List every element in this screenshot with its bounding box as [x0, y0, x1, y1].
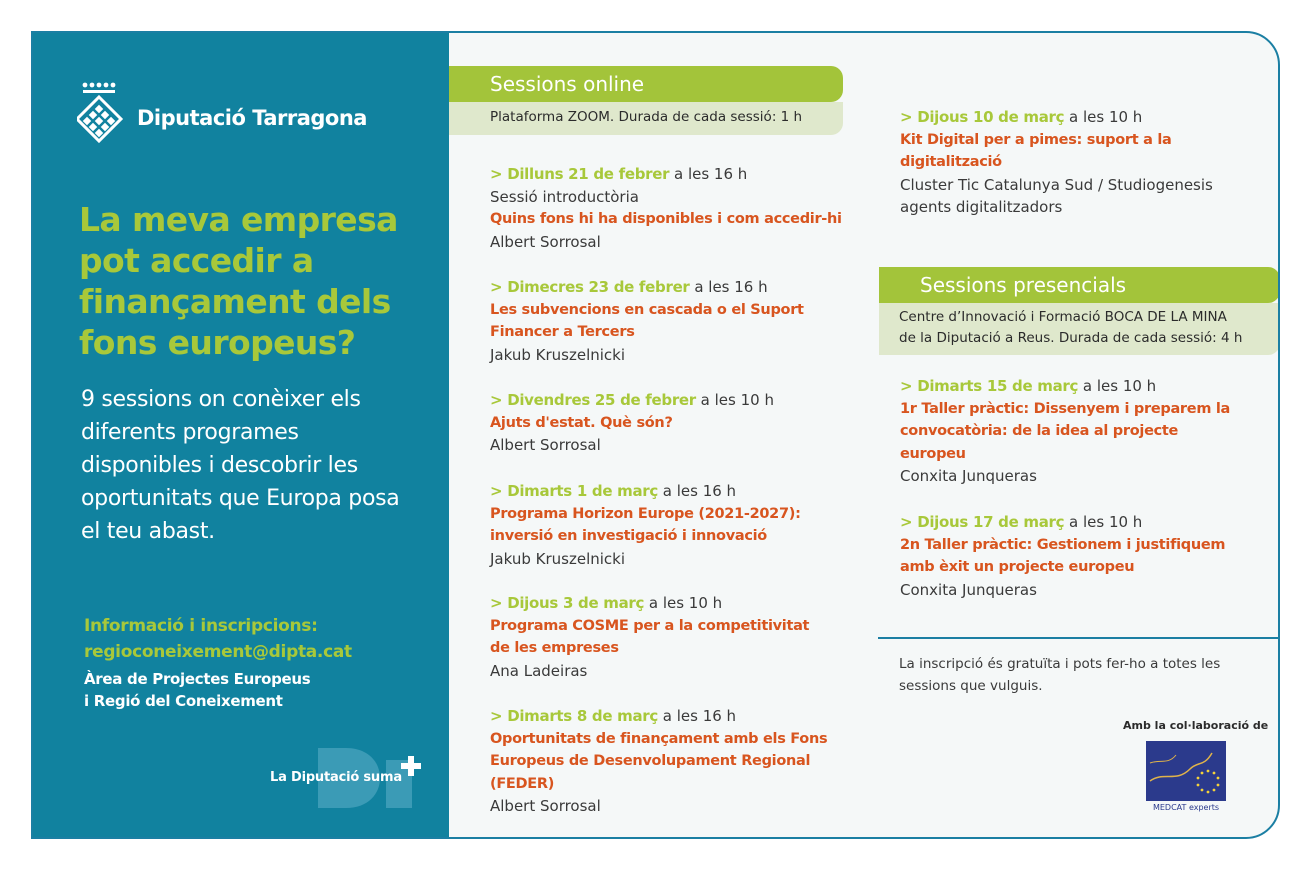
- session-time: a les 16 h: [658, 482, 737, 500]
- session-speaker: Cluster Tic Catalunya Sud / Studiogenesis: [900, 175, 1213, 194]
- session-title: Kit Digital per a pimes: suport a la: [900, 131, 1172, 148]
- diputacio-logo-icon: [77, 79, 131, 151]
- session-time: a les 10 h: [644, 594, 723, 612]
- registration-note: La inscripció és gratuïta i pots fer-ho a totes les sessions que vulguis.: [899, 656, 1221, 694]
- session-item: [490, 389, 860, 457]
- session-speaker: Jakub Kruszelnicki: [490, 549, 626, 568]
- session-time: a les 10 h: [1064, 108, 1143, 126]
- medcat-label: MEDCAT experts: [1152, 803, 1220, 812]
- session-title: convocatòria: de la idea al projecte: [900, 423, 1179, 439]
- session-item: [490, 163, 860, 253]
- session-title: digitalització: [900, 154, 1002, 170]
- online-subheading: Plataforma ZOOM. Durada de cada sessió: 1 h: [449, 102, 843, 135]
- session-time: a les 10 h: [695, 391, 774, 409]
- email-link[interactable]: regioconeixement@dipta.cat: [84, 642, 352, 662]
- session-speaker: Albert Sorrosal: [490, 232, 601, 251]
- session-item: [490, 705, 860, 818]
- department-line-2: i Regió del Coneixement: [84, 692, 283, 710]
- session-date: > Dilluns 21 de febrer: [490, 165, 670, 183]
- divider: [878, 637, 1280, 639]
- session-speaker: Conxita Junqueras: [900, 467, 1037, 485]
- session-title: 2n Taller pràctic: Gestionem i justifiquem: [900, 536, 1226, 553]
- session-time: a les 10 h: [1078, 377, 1157, 395]
- session-item: [490, 592, 860, 682]
- session-item: [900, 375, 1270, 488]
- session-date: > Dimarts 1 de març: [490, 482, 658, 500]
- online-heading: Sessions online: [449, 66, 843, 102]
- session-speaker: Conxita Junqueras: [900, 580, 1037, 599]
- brand-name: Diputació Tarragona: [137, 106, 367, 130]
- session-time: a les 16 h: [669, 165, 748, 183]
- info-block: [84, 613, 352, 665]
- poster-frame: [31, 31, 1280, 839]
- session-date: > Dijous 17 de març: [900, 513, 1065, 531]
- medcat-logo: [1146, 741, 1226, 801]
- session-speaker: Ana Ladeiras: [490, 661, 588, 680]
- session-speaker: agents digitalitzadors: [900, 198, 1063, 216]
- session-speaker: Albert Sorrosal: [490, 797, 601, 815]
- session-time: a les 16 h: [689, 278, 768, 296]
- collaboration-label: Amb la col·laboració de: [1123, 719, 1269, 732]
- session-title: 1r Taller pràctic: Dissenyem i preparem la: [900, 400, 1231, 417]
- session-title: Ajuts d'estat. Què són?: [490, 414, 673, 431]
- session-title: Europeus de Desenvolupament Regional: [490, 753, 811, 769]
- session-title: Oportunitats de finançament amb els Fons: [490, 730, 828, 747]
- session-date: > Dimarts 8 de març: [490, 707, 658, 725]
- department: [84, 668, 310, 712]
- presencial-subheading-line-2: de la Diputació a Reus. Durada de cada sessió: 4 h: [899, 330, 1243, 346]
- session-date: > Dijous 3 de març: [490, 594, 645, 612]
- session-title: europeu: [900, 445, 966, 462]
- session-title: Les subvencions en cascada o el Suport: [490, 301, 804, 318]
- session-speaker: Jakub Kruszelnicki: [490, 345, 626, 364]
- session-title: amb èxit un projecte europeu: [900, 559, 1135, 575]
- session-item: [490, 276, 860, 366]
- session-item: [900, 106, 1270, 219]
- intro-text: 9 sessions on conèixer els diferents programes disponibles i descobrir les oportunitats que Europa posa el teu abast.: [81, 387, 400, 544]
- session-title: inversió en investigació i innovació: [490, 528, 767, 544]
- session-title: Financer a Tercers: [490, 324, 635, 340]
- slogan: La Diputació suma: [270, 770, 402, 785]
- session-pre: Sessió introductòria: [490, 187, 639, 206]
- session-time: a les 16 h: [658, 707, 737, 725]
- headline: La meva empresa pot accedir a finançament dels fons europeus?: [79, 200, 398, 362]
- info-label: Informació i inscripcions:: [84, 616, 318, 636]
- session-title: de les empreses: [490, 640, 619, 656]
- session-date: > Dimecres 23 de febrer: [490, 278, 690, 296]
- presencial-subheading: [879, 303, 1280, 355]
- session-title: Quins fons hi ha disponibles i com accedir-hi: [490, 211, 842, 227]
- session-date: > Dijous 10 de març: [900, 108, 1065, 126]
- session-date: > Dimarts 15 de març: [900, 377, 1079, 395]
- presencial-subheading-line-1: Centre d’Innovació i Formació BOCA DE LA MINA: [899, 309, 1227, 325]
- session-title: Programa Horizon Europe (2021-2027):: [490, 505, 801, 522]
- session-item: [900, 511, 1270, 601]
- session-item: [490, 480, 860, 570]
- left-panel: [33, 33, 449, 839]
- session-date: > Divendres 25 de febrer: [490, 391, 696, 409]
- presencial-heading: Sessions presencials: [879, 267, 1280, 303]
- session-title: Programa COSME per a la competitivitat: [490, 617, 810, 634]
- session-title: (FEDER): [490, 775, 555, 792]
- session-speaker: Albert Sorrosal: [490, 436, 601, 454]
- department-line-1: Àrea de Projectes Europeus: [84, 670, 311, 688]
- session-time: a les 10 h: [1064, 513, 1143, 531]
